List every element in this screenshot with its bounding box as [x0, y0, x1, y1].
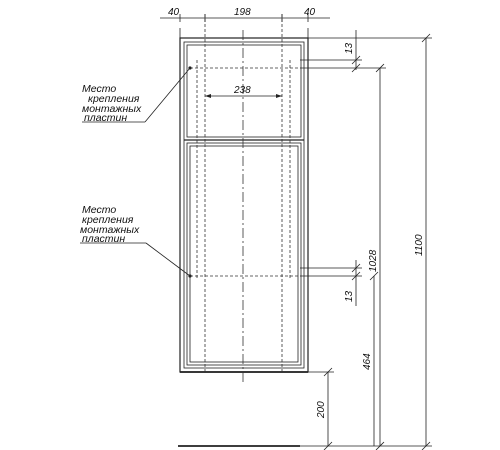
- label-bottom-line-2: крепления: [82, 214, 134, 226]
- label-top-line-3: монтажных: [82, 103, 142, 115]
- inner-dim-arrow-left: [205, 94, 211, 98]
- label-bottom-line-4: пластин: [82, 233, 126, 245]
- dim-13-bottom: 13: [344, 290, 355, 302]
- mount-label-bottom: [80, 204, 190, 276]
- label-bottom-line-3: монтажных: [80, 224, 140, 236]
- door-panel: [187, 143, 301, 365]
- label-top-line-2: крепления: [88, 93, 140, 105]
- leader-bottom: [146, 243, 190, 276]
- dim-1100: 1100: [414, 234, 425, 256]
- inner-width-dimension: [205, 85, 282, 98]
- hidden-lines: [190, 14, 300, 385]
- dim-464: 464: [362, 353, 373, 370]
- label-top-line-1: Место: [82, 83, 117, 95]
- dim-13-top: 13: [344, 42, 355, 54]
- label-bottom-line-1: Место: [82, 204, 117, 216]
- dim-top-width: 198: [234, 7, 251, 18]
- dim-inner-width: 238: [234, 85, 251, 96]
- dim-top-right: 40: [304, 7, 316, 18]
- top-dimensions: [160, 7, 330, 38]
- label-top-line-4: пластин: [84, 112, 128, 124]
- dim-1028: 1028: [368, 249, 379, 272]
- inner-dim-arrow-right: [276, 94, 282, 98]
- mount-label-top: [82, 68, 190, 124]
- right-dimensions: [300, 30, 432, 450]
- dim-200: 200: [316, 401, 327, 418]
- dim-top-left: 40: [168, 7, 180, 18]
- leader-top: [145, 68, 190, 122]
